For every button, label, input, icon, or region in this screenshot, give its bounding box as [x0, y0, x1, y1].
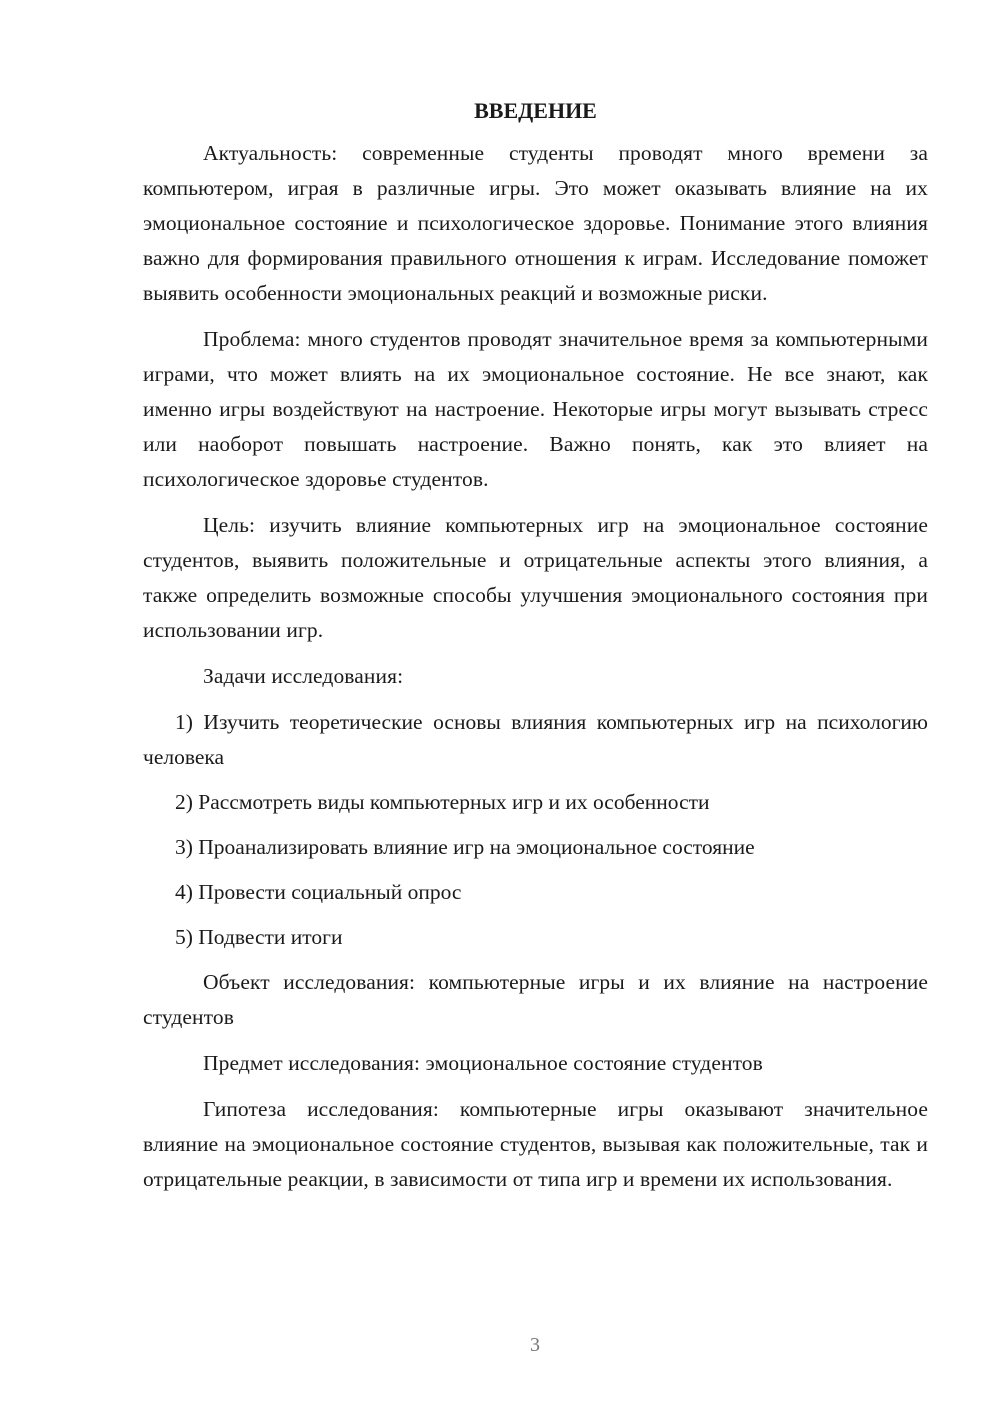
paragraph-subject: Предмет исследования: эмоциональное состояние студентов [203, 1051, 763, 1075]
paragraph-goal: Цель: изучить влияние компьютерных игр на эмоциональное состояние студентов, выявить положительные и отрицательные аспекты этого влияния, а также определить возможные способы улучшения эмоционального состояния при использовании игр. [143, 513, 928, 642]
section-heading: ВВЕДЕНИЕ [474, 98, 597, 123]
page-number: 3 [530, 1334, 540, 1356]
paragraph-hypothesis: Гипотеза исследования: компьютерные игры оказывают значительное влияние на эмоциональное состояние студентов, вызывая как положительные, так и отрицательные реакции, в зависимости от типа игр и времени их использования. [143, 1097, 928, 1191]
paragraph-relevance: Актуальность: современные студенты проводят много времени за компьютером, играя в различные игры. Это может оказывать влияние на их эмоциональное состояние и психологическое здоровье. Понимание этого влияния важно для формирования правильного отношения к играм. Исследование поможет выявить особенности эмоциональных реакций и возможные риски. [143, 141, 928, 305]
task-item: 5) Подвести итоги [175, 925, 343, 949]
task-item: 3) Проанализировать влияние игр на эмоциональное состояние [175, 835, 755, 859]
task-item: 4) Провести социальный опрос [175, 880, 462, 904]
paragraph-problem: Проблема: много студентов проводят значительное время за компьютерными играми, что может влиять на их эмоциональное состояние. Не все знают, как именно игры воздействуют на настроение. Некоторые игры могут вызывать стресс или наоборот повышать настроение. Важно понять, как это влияет на психологическое здоровье студентов. [143, 327, 928, 491]
paragraph-object: Объект исследования: компьютерные игры и их влияние на настроение студентов [143, 970, 928, 1029]
task-item: 2) Рассмотреть виды компьютерных игр и их особенности [175, 790, 710, 814]
task-item: 1) Изучить теоретические основы влияния компьютерных игр на психологию человека [143, 710, 928, 769]
page-content [143, 96, 928, 1197]
paragraph-tasks-title: Задачи исследования: [203, 664, 404, 688]
